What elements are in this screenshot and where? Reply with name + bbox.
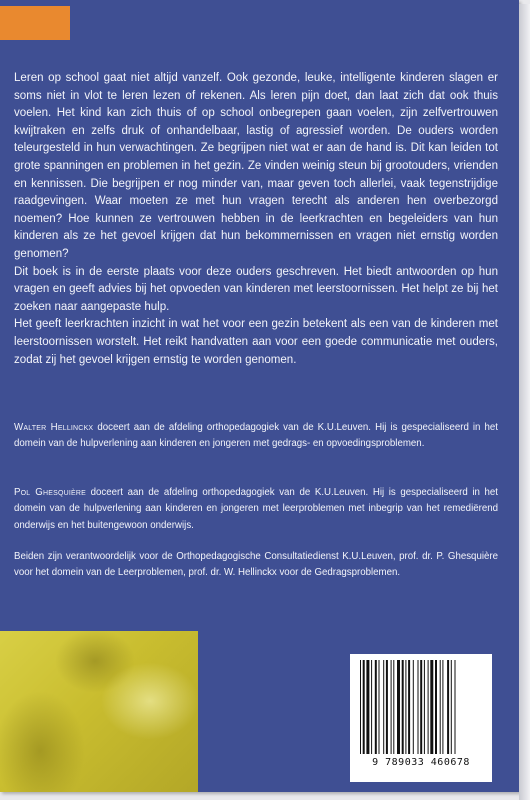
joint-note-text: Beiden zijn verantwoordelijk voor de Orthopedagogische Consultatiedienst K.U.Leuven, prof. dr. P. Ghesquière voor het domein van de Leerproblemen, prof. dr. W. Hellinckx voor de Gedragsproblemen. — [14, 551, 498, 579]
blurb-paragraph: Leren op school gaat niet altijd vanzelf. Ook gezonde, leuke, intelligente kinderen slagen er soms niet in vlot te leren lezen of rekenen. Als leren pijn doet, dan laat zich dat ook thuis voelen. Het kind kan zich thuis of op school onbegrepen gaan voelen, zijn zelfvertrouwen kwijtraken en zelfs druk of onhandelbaar, lastig of agressief worden. De ouders worden teleurgesteld in hun verwachtingen. Ze begrijpen niet wat er aan de hand is. Dit kan leiden tot grote spanningen en problemen in het gezin. Ze vinden weinig steun bij grootouders, vrienden en kennissen. Die begrijpen er nog minder van, maar geven toch allerlei, vaak tegenstrijdige raadgevingen. Waar moeten ze met hun vragen terecht als anderen hen overbezorgd noemen? Hoe kunnen ze vertrouwen hebben in de leerkrachten en begeleiders van hun kinderen als ze het gevoel krijgen dat hun bekommernissen en vragen niet ernstig worden genomen? — [14, 72, 498, 260]
blurb-paragraph: Dit boek is in de eerste plaats voor deze ouders geschreven. Het biedt antwoorden op hun vragen en geeft advies bij het opvoeden van kinderen met leerstoornissen. Het helpt ze bij het zoeken naar aangepaste hulp. — [14, 265, 498, 313]
blurb — [14, 70, 498, 369]
barcode — [350, 654, 492, 782]
accent-tab — [0, 6, 70, 40]
blurb-paragraph: Het geeft leerkrachten inzicht in wat het voor een gezin betekent als een van de kinderen met leerstoornissen worstelt. Het reikt handvatten aan voor een goede communicatie met ouders, zodat zij het gevoel krijgen ernstig te worden genomen. — [14, 318, 498, 366]
author-bio-text: doceert aan de afdeling orthopedagogiek van de K.U.Leuven. Hij is gespecialiseerd in het domein van de hulpverlening aan kinderen en jongeren met gedrags- en opvoedingsproblemen. — [14, 422, 498, 450]
author-name: Walter Hellinckx — [14, 422, 94, 433]
isbn-digits: 9 789033 460678 — [372, 757, 470, 768]
author-bio-2 — [14, 485, 498, 534]
page-edge — [519, 4, 530, 800]
cover-photo — [0, 631, 198, 792]
barcode-icon — [358, 660, 484, 756]
author-name: Pol Ghesquière — [14, 487, 87, 498]
author-bio-text: doceert aan de afdeling orthopedagogiek van de K.U.Leuven. Hij is gespecialiseerd in het domein van de hulpverlening aan kinderen en jongeren met leerproblemen met inbegrip van het remediërend onderwijs en het buitengewoon onderwijs. — [14, 487, 498, 531]
author-bio-1 — [14, 420, 498, 453]
joint-note — [14, 549, 498, 582]
